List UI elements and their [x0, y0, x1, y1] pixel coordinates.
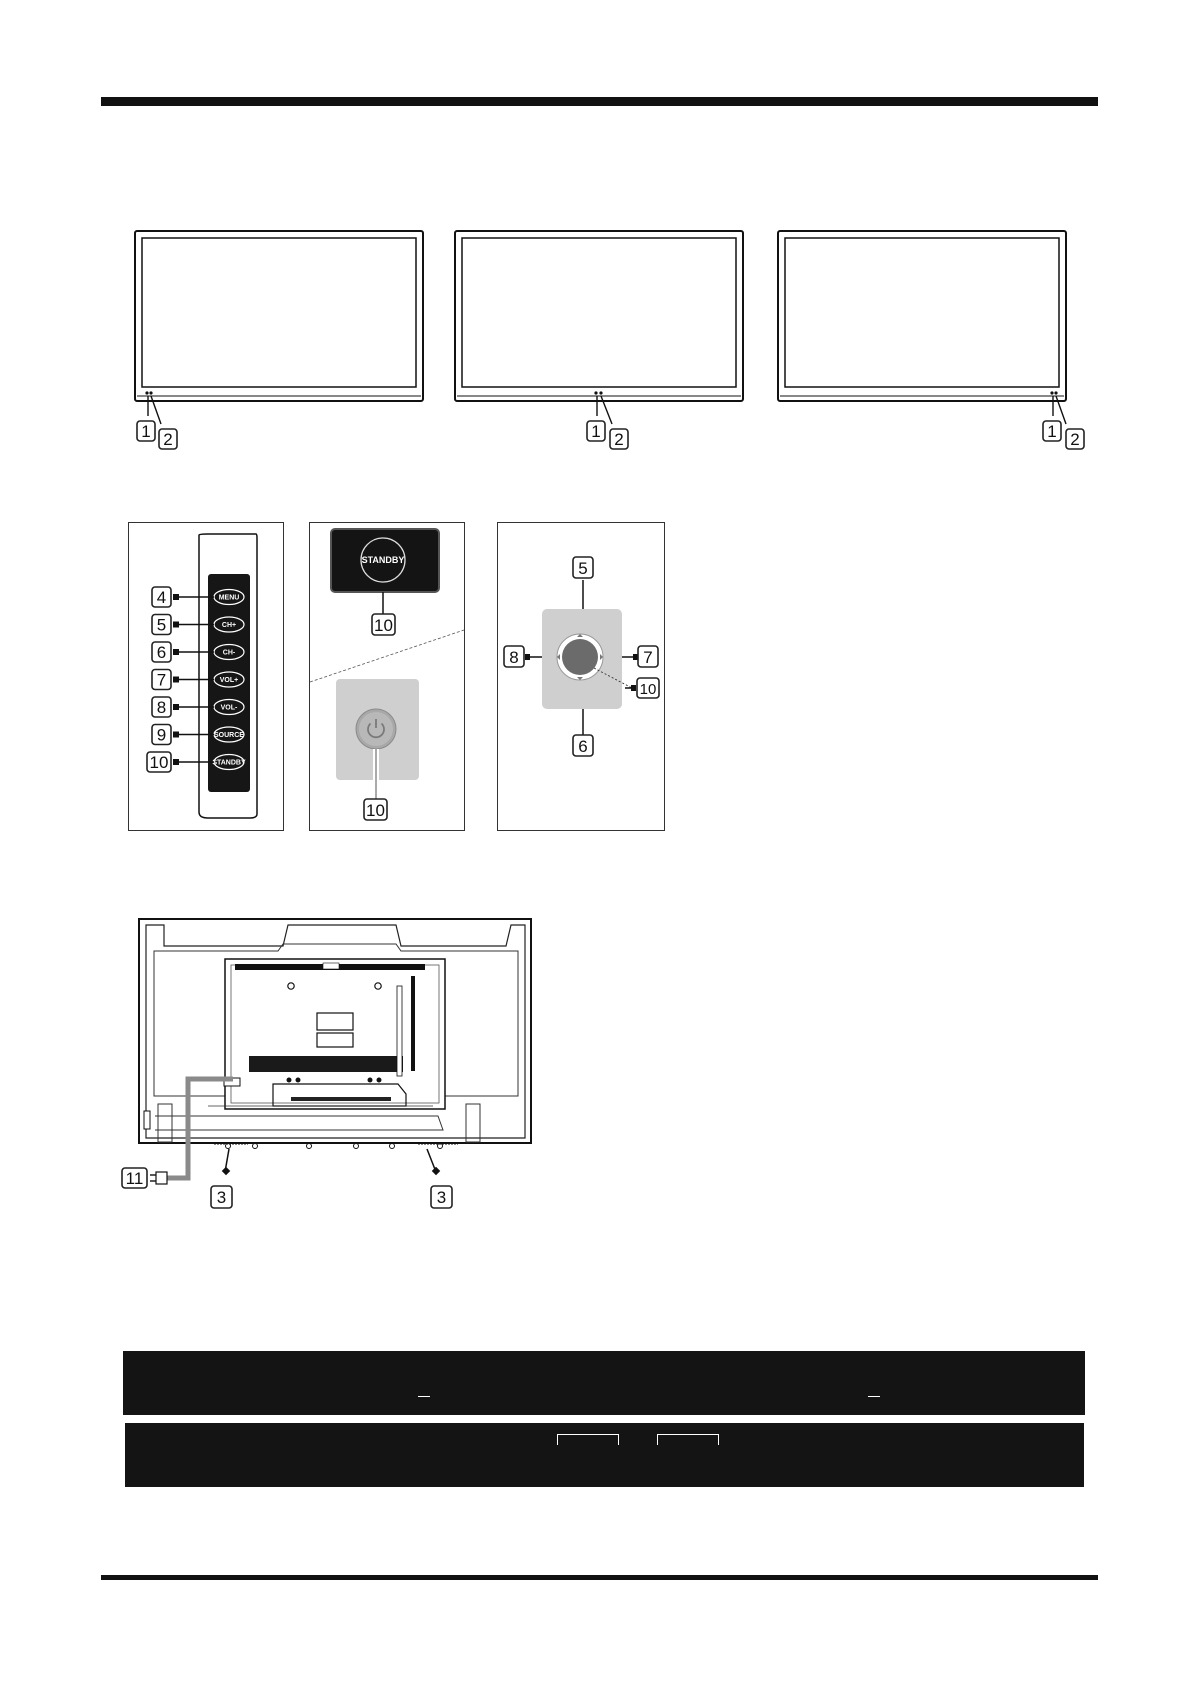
callout-7: [152, 670, 171, 690]
bottom-rule: [101, 1575, 1098, 1580]
callout-8: [504, 646, 524, 667]
callout-1: [137, 421, 155, 441]
callout-10: [364, 799, 387, 820]
svg-text:6: 6: [156, 643, 167, 662]
svg-text:2: 2: [163, 430, 173, 449]
callout-10: [147, 752, 171, 772]
side-button-label: CH-: [222, 649, 236, 657]
svg-text:2: 2: [1070, 430, 1080, 449]
side-button-panel: [128, 522, 285, 832]
tv-front-view-left: [134, 230, 428, 450]
callout-3: [431, 1186, 452, 1208]
side-button-label: MENU: [218, 594, 240, 602]
callout-2: [1066, 429, 1084, 449]
callout-4: [152, 587, 171, 607]
standby-panel: [309, 522, 466, 832]
black-info-bar: [125, 1423, 1084, 1487]
svg-text:8: 8: [509, 648, 519, 667]
callout-11: [122, 1168, 147, 1188]
svg-text:6: 6: [578, 737, 588, 756]
standby-button-label: STANDBY: [361, 555, 405, 565]
callout-7: [638, 646, 658, 667]
leader-marker: [173, 677, 179, 683]
callout-5: [152, 615, 171, 635]
svg-text:3: 3: [216, 1188, 227, 1207]
side-button-label: CH+: [221, 622, 237, 629]
svg-text:1: 1: [1047, 422, 1057, 441]
svg-text:1: 1: [591, 422, 601, 441]
leader-marker: [173, 704, 179, 710]
callout-10: [372, 614, 395, 635]
callout-1: [587, 421, 605, 441]
svg-text:10: 10: [639, 681, 657, 698]
svg-text:3: 3: [436, 1188, 447, 1207]
svg-text:5: 5: [578, 559, 588, 578]
callout-8: [152, 697, 171, 717]
svg-text:10: 10: [366, 801, 385, 820]
svg-text:8: 8: [156, 698, 167, 717]
leader-marker: [173, 649, 179, 655]
top-rule: [101, 97, 1098, 106]
svg-text:5: 5: [156, 615, 167, 635]
side-button-label: STANDBY: [212, 759, 246, 767]
callout-3: [211, 1186, 232, 1208]
svg-text:10: 10: [149, 753, 169, 772]
svg-text:2: 2: [614, 430, 624, 449]
leader-marker: [173, 594, 179, 600]
svg-text:10: 10: [374, 616, 393, 635]
bar-bracket: [657, 1434, 719, 1445]
svg-text:7: 7: [643, 648, 653, 667]
tv-front-view-center: [454, 230, 750, 450]
tv-front-view-right: [777, 230, 1087, 450]
side-button-label: VOL-: [220, 704, 238, 712]
leader-marker: [173, 732, 179, 738]
black-info-bar: [123, 1351, 1085, 1415]
bar-mark: [868, 1396, 880, 1397]
plug-icon: [150, 1172, 167, 1184]
callout-10: [637, 678, 659, 698]
bar-bracket: [557, 1434, 619, 1445]
callout-6: [152, 642, 171, 662]
callout-2: [159, 429, 177, 449]
side-button-label: VOL+: [219, 677, 239, 684]
svg-text:11: 11: [125, 1169, 144, 1188]
leader-marker: [173, 759, 179, 765]
leader-marker: [173, 622, 179, 628]
callout-2: [610, 429, 628, 449]
power-icon: [356, 709, 396, 749]
bar-mark: [418, 1396, 430, 1397]
svg-text:7: 7: [156, 670, 167, 690]
side-button-label: SOURCE: [214, 732, 244, 739]
callout-9: [152, 725, 171, 745]
svg-text:1: 1: [141, 422, 151, 441]
tv-rear-view: [118, 916, 538, 1216]
svg-text:9: 9: [156, 725, 167, 745]
callout-5: [573, 557, 593, 578]
callout-6: [573, 735, 593, 756]
joystick-icon: [562, 639, 598, 675]
svg-text:4: 4: [156, 588, 167, 607]
joystick-panel: [497, 522, 667, 832]
callout-1: [1043, 421, 1061, 441]
